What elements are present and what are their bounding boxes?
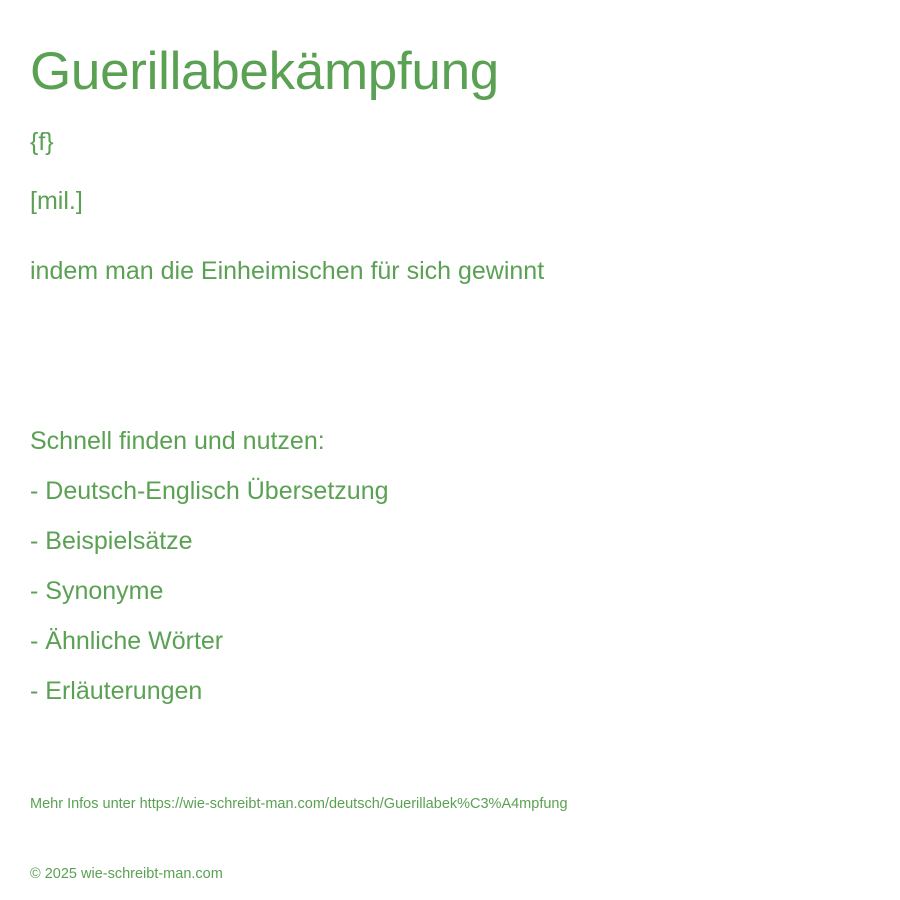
feature-item-similar-words: - Ähnliche Wörter [30,627,224,655]
copyright-text: © 2025 wie-schreibt-man.com [30,866,223,882]
feature-item-synonyms: - Synonyme [30,577,164,605]
gender-label: {f} [30,128,54,156]
page-title: Guerillabekämpfung [30,42,499,101]
feature-item-translation: - Deutsch-Englisch Übersetzung [30,477,389,505]
feature-item-example-sentences: - Beispielsätze [30,527,193,555]
domain-label: [mil.] [30,187,83,215]
page [30,0,870,900]
more-info-text: Mehr Infos unter https://wie-schreibt-man.com/deutsch/Guerillabek%C3%A4mpfung [30,796,568,812]
quick-find-heading: Schnell finden und nutzen: [30,427,325,455]
feature-item-explanations: - Erläuterungen [30,677,203,705]
feature-list [30,476,389,726]
example-text: indem man die Einheimischen für sich gewinnt [30,257,545,285]
